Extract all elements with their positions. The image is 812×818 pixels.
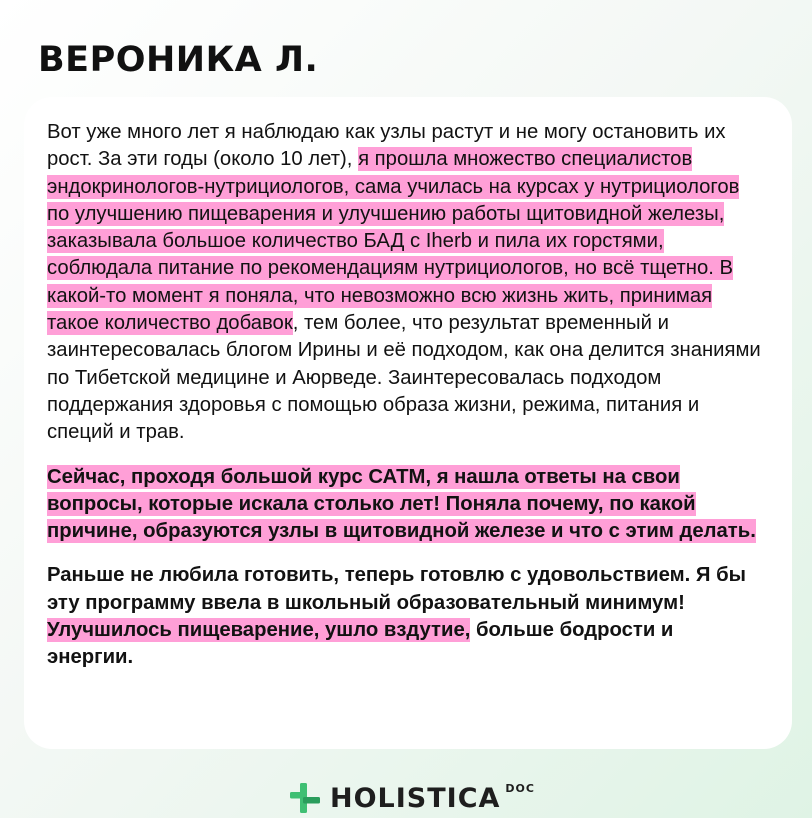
highlighted-text: я прошла множество специалистов эндокринологов-нутрициологов, сама училась на курсах у нутрициологов по улучшению пищеварения и улучшению работы щитовидной железы, заказывала большое количество БАД с Iherb и пила их горстями, соблюдала питание по рекомендациям нутрициологов, но всё тщетно. В какой-то момент я поняла, что невозможно всю жизнь жить, принимая такое количество добавок bbox=[47, 148, 740, 335]
logo-superscript: DOC bbox=[505, 781, 535, 795]
holistica-logo bbox=[290, 780, 535, 816]
review-text: Раньше не любила готовить, теперь готовлю с удовольствием. Я бы эту программу ввела в школьный образовательный минимум! bbox=[47, 564, 746, 614]
review-text: , тем более, что результат временный и заинтересовалась блогом Ирины и её подходом, как она делится знаниями по Тибетской медицине и Аюрведе. Заинтересовалась подходом поддержания здоровья с помощью образа жизни, режима, питания и специй и трав. bbox=[47, 312, 761, 444]
review-paragraph-2 bbox=[47, 464, 762, 546]
review-card bbox=[24, 97, 792, 749]
logo-wordmark: HOLISTICA bbox=[330, 782, 501, 814]
holistica-cross-icon bbox=[290, 783, 320, 813]
highlighted-text: Улучшилось пищеварение, ушло вздутие, bbox=[47, 619, 471, 642]
review-paragraph-3 bbox=[47, 562, 762, 671]
review-text: Вот уже много лет я наблюдаю как узлы растут и не могу остановить их рост. За эти годы (около 10 лет), bbox=[47, 121, 726, 171]
reviewer-name: ВЕРОНИКА Л. bbox=[38, 40, 319, 80]
review-paragraph-1 bbox=[47, 119, 762, 447]
highlighted-text: Сейчас, проходя большой курс САТМ, я нашла ответы на свои вопросы, которые искала столько лет! Поняла почему, по какой причине, образуются узлы в щитовидной железе и что с этим делать. bbox=[47, 465, 756, 543]
review-text: больше бодрости и энергии. bbox=[47, 619, 674, 669]
